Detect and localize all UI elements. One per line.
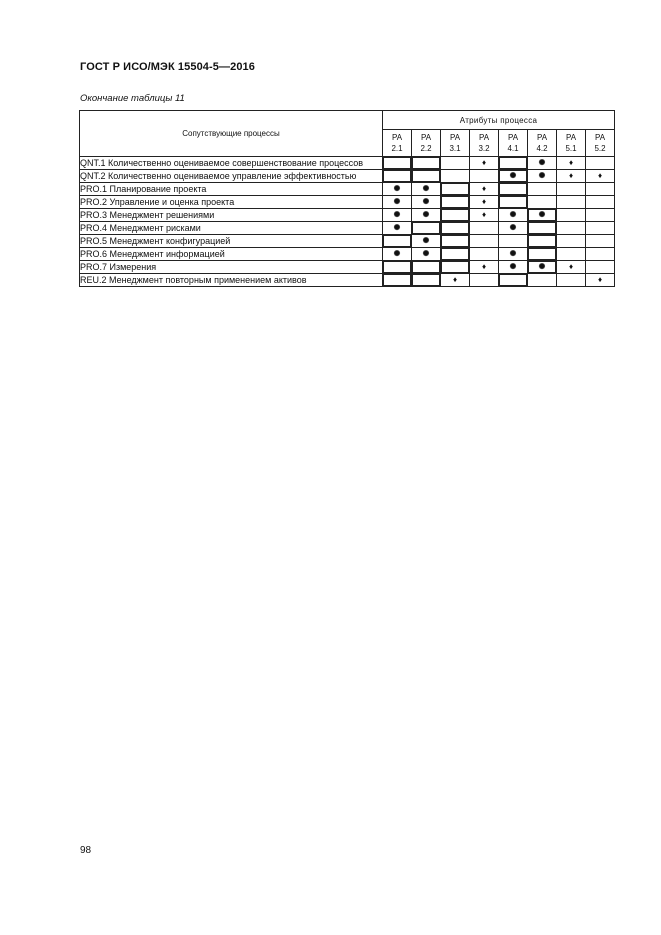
empty-mark-cell [441,183,470,196]
attributes-column-header: Атрибуты процесса [383,111,615,130]
diamond-mark-cell [470,209,499,222]
table-row [80,196,615,209]
empty-mark-cell [557,222,586,235]
empty-mark-cell [586,235,615,248]
circle-mark-cell [412,248,441,261]
attribute-prefix: PA [536,133,548,142]
empty-mark-cell [383,170,412,183]
circled-dot-icon: ✺ [509,249,517,258]
circle-mark-cell [499,248,528,261]
attribute-prefix: PA [391,133,403,142]
process-name-cell: PRO.3 Менеджмент решениями [80,209,383,222]
attribute-column-header [557,130,586,157]
empty-mark-cell [586,222,615,235]
circle-mark-cell [383,248,412,261]
process-name-cell: PRO.2 Управление и оценка проекта [80,196,383,209]
attribute-column-header [499,130,528,157]
table-row [80,248,615,261]
empty-mark-cell [528,183,557,196]
empty-mark-cell [470,170,499,183]
empty-mark-cell [412,157,441,170]
circle-mark-cell [383,222,412,235]
empty-mark-cell [528,196,557,209]
diamond-icon: ♦ [597,275,603,284]
diamond-icon: ♦ [568,262,574,271]
diamond-mark-cell [586,170,615,183]
table-row [80,157,615,170]
table-caption: Окончание таблицы 11 [80,93,185,104]
diamond-mark-cell [557,157,586,170]
attribute-number: 2.2 [420,144,432,153]
empty-mark-cell [499,183,528,196]
empty-mark-cell [586,196,615,209]
attribute-number: 5.2 [594,144,606,153]
circled-dot-icon: ✺ [509,210,517,219]
empty-mark-cell [586,248,615,261]
process-name-cell: REU.2 Менеджмент повторным применением активов [80,274,383,287]
circle-mark-cell [499,209,528,222]
diamond-icon: ♦ [481,158,487,167]
attribute-number: 4.2 [536,144,548,153]
empty-mark-cell [441,235,470,248]
empty-mark-cell [383,261,412,274]
circled-dot-icon: ✺ [422,236,430,245]
table-row [80,209,615,222]
empty-mark-cell [528,274,557,287]
empty-mark-cell [557,183,586,196]
circled-dot-icon: ✺ [538,262,546,271]
diamond-mark-cell [470,183,499,196]
table-row [80,235,615,248]
circle-mark-cell [499,261,528,274]
attribute-number: 4.1 [507,144,519,153]
empty-mark-cell [383,274,412,287]
diamond-icon: ♦ [452,275,458,284]
circled-dot-icon: ✺ [393,210,401,219]
circle-mark-cell [412,196,441,209]
empty-mark-cell [383,235,412,248]
circle-mark-cell [412,235,441,248]
empty-mark-cell [499,235,528,248]
table-row [80,183,615,196]
circled-dot-icon: ✺ [538,158,546,167]
process-name-cell: PRO.5 Менеджмент конфигурацией [80,235,383,248]
attribute-prefix: PA [565,133,577,142]
circle-mark-cell [383,183,412,196]
circle-mark-cell [499,222,528,235]
circled-dot-icon: ✺ [422,249,430,258]
attribute-prefix: PA [594,133,606,142]
diamond-mark-cell [586,274,615,287]
empty-mark-cell [441,222,470,235]
attribute-prefix: PA [420,133,432,142]
attribute-column-header [383,130,412,157]
circled-dot-icon: ✺ [538,171,546,180]
circled-dot-icon: ✺ [422,210,430,219]
attribute-prefix: PA [449,133,461,142]
page-number: 98 [80,845,92,856]
empty-mark-cell [441,170,470,183]
circled-dot-icon: ✺ [509,262,517,271]
diamond-icon: ♦ [481,262,487,271]
empty-mark-cell [441,248,470,261]
diamond-mark-cell [470,157,499,170]
empty-mark-cell [470,274,499,287]
empty-mark-cell [441,261,470,274]
process-name-cell: PRO.4 Менеджмент рисками [80,222,383,235]
diamond-mark-cell [470,196,499,209]
process-name-cell: QNT.2 Количественно оцениваемое управление эффективностью [80,170,383,183]
circled-dot-icon: ✺ [393,249,401,258]
diamond-icon: ♦ [481,197,487,206]
process-name-cell: PRO.6 Менеджмент информацией [80,248,383,261]
diamond-mark-cell [470,261,499,274]
table-row [80,274,615,287]
empty-mark-cell [528,248,557,261]
empty-mark-cell [586,157,615,170]
diamond-mark-cell [557,170,586,183]
empty-mark-cell [499,157,528,170]
attribute-number: 3.1 [449,144,461,153]
empty-mark-cell [528,235,557,248]
empty-mark-cell [441,209,470,222]
process-name-cell: QNT.1 Количественно оцениваемое совершенствование процессов [80,157,383,170]
document-header: ГОСТ Р ИСО/МЭК 15504-5—2016 [80,61,255,73]
circle-mark-cell [528,170,557,183]
circled-dot-icon: ✺ [422,197,430,206]
table-row [80,261,615,274]
diamond-icon: ♦ [597,171,603,180]
empty-mark-cell [557,248,586,261]
process-name-cell: PRO.1 Планирование проекта [80,183,383,196]
empty-mark-cell [412,261,441,274]
empty-mark-cell [499,274,528,287]
attribute-prefix: PA [478,133,490,142]
attribute-prefix: PA [507,133,519,142]
circle-mark-cell [412,183,441,196]
circled-dot-icon: ✺ [393,223,401,232]
attribute-column-header [412,130,441,157]
diamond-mark-cell [557,261,586,274]
empty-mark-cell [586,261,615,274]
empty-mark-cell [470,235,499,248]
table-body [80,157,615,287]
table-row [80,222,615,235]
empty-mark-cell [557,209,586,222]
empty-mark-cell [412,170,441,183]
empty-mark-cell [557,235,586,248]
process-name-cell: PRO.7 Измерения [80,261,383,274]
circled-dot-icon: ✺ [538,210,546,219]
empty-mark-cell [470,248,499,261]
diamond-icon: ♦ [568,158,574,167]
diamond-icon: ♦ [481,210,487,219]
circle-mark-cell [528,209,557,222]
diamond-icon: ♦ [481,184,487,193]
circled-dot-icon: ✺ [509,223,517,232]
empty-mark-cell [470,222,499,235]
empty-mark-cell [557,274,586,287]
empty-mark-cell [586,209,615,222]
empty-mark-cell [528,222,557,235]
circle-mark-cell [383,209,412,222]
empty-mark-cell [441,157,470,170]
circle-mark-cell [528,261,557,274]
empty-mark-cell [412,274,441,287]
empty-mark-cell [383,157,412,170]
diamond-icon: ♦ [568,171,574,180]
circled-dot-icon: ✺ [393,184,401,193]
circled-dot-icon: ✺ [422,184,430,193]
circle-mark-cell [383,196,412,209]
empty-mark-cell [586,183,615,196]
empty-mark-cell [441,196,470,209]
processes-column-header: Сопутствующие процессы [80,111,383,157]
circled-dot-icon: ✺ [393,197,401,206]
circle-mark-cell [499,170,528,183]
attribute-column-header [528,130,557,157]
circle-mark-cell [528,157,557,170]
attribute-number: 2.1 [391,144,403,153]
diamond-mark-cell [441,274,470,287]
empty-mark-cell [412,222,441,235]
empty-mark-cell [557,196,586,209]
attribute-column-header [470,130,499,157]
table-row [80,170,615,183]
attribute-number: 3.2 [478,144,490,153]
attribute-number: 5.1 [565,144,577,153]
circle-mark-cell [412,209,441,222]
process-attributes-table [79,110,615,287]
empty-mark-cell [499,196,528,209]
attribute-column-header [586,130,615,157]
attribute-column-header [441,130,470,157]
circled-dot-icon: ✺ [509,171,517,180]
